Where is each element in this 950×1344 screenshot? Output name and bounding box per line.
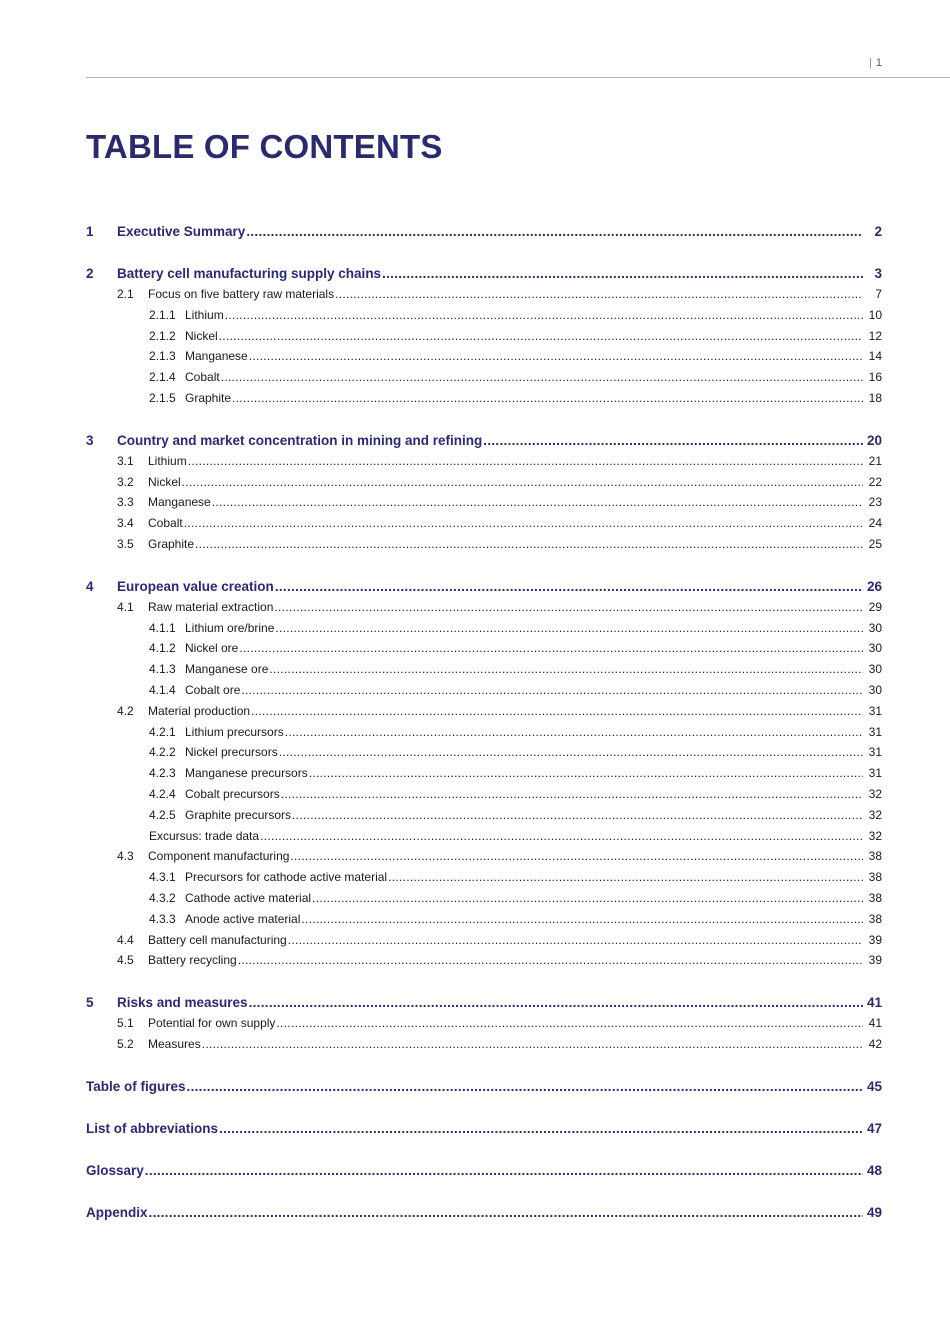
toc-entry-label[interactable]: Nickel ore — [185, 641, 239, 656]
toc-entry-label[interactable]: Table of figures — [86, 1078, 186, 1094]
toc-dot-leader — [249, 349, 863, 363]
toc-entry-number: 5 — [86, 995, 94, 1011]
toc-dot-leader — [184, 516, 863, 530]
toc-dot-leader — [276, 1016, 863, 1030]
toc-entry[interactable] — [86, 287, 882, 308]
toc-entry-page: 30 — [868, 662, 882, 677]
toc-dot-leader — [281, 787, 863, 801]
toc-entry-number: 4.1.2 — [149, 641, 176, 656]
toc-entry-page: 32 — [868, 786, 882, 801]
toc-entry-page: 30 — [868, 682, 882, 697]
toc-entry-label[interactable]: Executive Summary — [117, 224, 246, 239]
toc-dot-leader — [312, 891, 863, 905]
toc-entry-page: 49 — [866, 1204, 882, 1220]
toc-entry-label[interactable]: Component manufacturing — [148, 849, 290, 864]
toc-entry[interactable] — [86, 870, 882, 891]
toc-entry[interactable] — [86, 995, 882, 1016]
toc-entry-number: 4.1.4 — [149, 682, 176, 697]
toc-entry-page: 20 — [866, 432, 882, 448]
toc-dot-leader — [285, 725, 863, 739]
toc-dot-leader — [274, 600, 863, 614]
toc-entry[interactable] — [86, 391, 882, 412]
toc-entry-number: 2.1.3 — [149, 349, 176, 364]
toc-entry-label[interactable]: Manganese precursors — [185, 766, 308, 781]
toc-entry[interactable] — [86, 1205, 882, 1226]
toc-dot-leader — [388, 870, 863, 884]
toc-dot-leader — [219, 329, 863, 343]
page-number-value: 1 — [875, 57, 882, 69]
toc-dot-leader — [212, 495, 863, 509]
toc-entry-number: 4.1 — [117, 599, 134, 614]
toc-entry-label[interactable]: Precursors for cathode active material — [185, 870, 388, 885]
toc-entry-label[interactable]: Focus on five battery raw materials — [148, 287, 335, 301]
toc-entry-number: 4.3 — [117, 849, 134, 864]
toc-entry-label[interactable]: Cathode active material — [185, 890, 312, 905]
toc-entry-page: 16 — [868, 370, 882, 385]
toc-entry[interactable] — [86, 725, 882, 746]
toc-dot-leader — [219, 1121, 863, 1136]
toc-entry-number: 2 — [86, 266, 94, 281]
toc-entry[interactable] — [86, 662, 882, 683]
toc-dot-leader — [292, 808, 863, 822]
toc-dot-leader — [260, 829, 863, 843]
toc-dot-leader — [195, 537, 863, 551]
toc-entry[interactable] — [86, 621, 882, 642]
toc-entry-page: 21 — [868, 453, 882, 468]
toc-entry-number: 2.1.4 — [149, 370, 176, 385]
toc-entry-number: 3.3 — [117, 495, 134, 510]
toc-entry[interactable] — [86, 912, 882, 933]
toc-entry-label[interactable]: Risks and measures — [117, 995, 248, 1011]
toc-dot-leader — [249, 995, 863, 1010]
toc-entry-page: 31 — [868, 724, 882, 739]
toc-dot-leader — [187, 1079, 863, 1094]
toc-dot-leader — [483, 433, 863, 448]
toc-entry-page: 39 — [868, 953, 882, 968]
toc-entry[interactable] — [86, 454, 882, 475]
toc-entry-page: 12 — [868, 328, 882, 343]
header-divider — [86, 77, 950, 78]
toc-entry-page: 41 — [868, 1016, 882, 1031]
toc-dot-leader — [232, 391, 863, 405]
toc-dot-leader — [382, 266, 863, 281]
toc-entry-number: 1 — [86, 224, 94, 239]
toc-entry-number: 4.1.3 — [149, 662, 176, 677]
toc-entry-label[interactable]: Cobalt — [185, 370, 220, 385]
toc-dot-leader — [275, 621, 863, 635]
toc-entry-label[interactable]: Battery cell manufacturing — [148, 932, 287, 947]
toc-entry-page: 47 — [866, 1120, 882, 1136]
toc-entry-number: 4.4 — [117, 932, 134, 947]
toc-entry[interactable] — [86, 224, 882, 245]
toc-entry-label[interactable]: Nickel — [185, 328, 218, 343]
toc-entry-page: 41 — [866, 995, 882, 1011]
toc-entry-label[interactable]: Nickel precursors — [185, 745, 278, 760]
toc-dot-leader — [275, 579, 863, 594]
toc-dot-leader — [288, 933, 863, 947]
toc-entry[interactable] — [86, 849, 882, 870]
toc-entry-number: 3.4 — [117, 516, 134, 531]
toc-entry-label[interactable]: Graphite precursors — [185, 807, 292, 822]
toc-entry-label[interactable]: Lithium ore/brine — [185, 620, 275, 635]
toc-entry[interactable] — [86, 1037, 882, 1058]
toc-dot-leader — [335, 287, 863, 301]
toc-entry-label[interactable]: Battery recycling — [148, 953, 237, 968]
toc-entry-number: 5.2 — [117, 1036, 134, 1051]
toc-entry-number: 3 — [86, 432, 94, 448]
toc-entry-page: 48 — [866, 1162, 882, 1178]
toc-entry[interactable] — [86, 808, 882, 829]
toc-dot-leader — [290, 849, 863, 863]
toc-entry-label[interactable]: Battery cell manufacturing supply chains — [117, 266, 382, 281]
toc-entry[interactable] — [86, 370, 882, 391]
toc-entry-page: 32 — [868, 807, 882, 822]
toc-dot-leader — [309, 766, 863, 780]
table-of-contents — [86, 224, 882, 1226]
toc-entry[interactable] — [86, 266, 882, 287]
toc-entry-page: 32 — [868, 828, 882, 843]
toc-entry-label[interactable]: List of abbreviations — [86, 1120, 219, 1136]
toc-entry-number: 3.1 — [117, 453, 134, 468]
toc-entry-number: 4.5 — [117, 953, 134, 968]
toc-entry-page: 38 — [868, 849, 882, 864]
toc-dot-leader — [301, 912, 863, 926]
toc-dot-leader — [279, 745, 863, 759]
toc-entry[interactable] — [86, 683, 882, 704]
toc-entry-number: 4.2.4 — [149, 786, 176, 801]
toc-entry-page: 3 — [874, 266, 882, 281]
toc-entry-label[interactable]: Manganese — [148, 495, 211, 510]
toc-entry-label[interactable]: Manganese ore — [185, 662, 269, 677]
toc-entry-number: 4.2 — [117, 703, 134, 718]
toc-entry-number: 4 — [86, 578, 94, 594]
toc-entry-page: 31 — [868, 766, 882, 781]
toc-entry-label[interactable]: Nickel — [148, 474, 181, 489]
toc-entry-label[interactable]: Graphite — [185, 390, 232, 405]
toc-entry-label[interactable]: Anode active material — [185, 911, 301, 926]
toc-entry-page: 25 — [868, 536, 882, 551]
toc-entry[interactable] — [86, 579, 882, 600]
toc-entry-number: 4.3.2 — [149, 890, 176, 905]
toc-dot-leader — [225, 308, 863, 322]
toc-entry-number: 2.1.2 — [149, 328, 176, 343]
toc-entry-number: 3.2 — [117, 474, 134, 489]
toc-entry-number: 2.1.1 — [149, 307, 176, 322]
toc-entry[interactable] — [86, 329, 882, 350]
toc-entry-label[interactable]: Lithium precursors — [185, 724, 284, 739]
toc-entry-label[interactable]: Cobalt — [148, 516, 183, 531]
toc-entry[interactable] — [86, 433, 882, 454]
toc-entry-page: 7 — [875, 287, 882, 301]
toc-entry-label[interactable]: Lithium — [148, 453, 187, 468]
toc-dot-leader — [202, 1037, 863, 1051]
toc-entry-label[interactable]: Potential for own supply — [148, 1016, 276, 1031]
toc-entry-label[interactable]: Graphite — [148, 536, 195, 551]
toc-dot-leader — [239, 641, 863, 655]
toc-entry-number: 4.2.3 — [149, 766, 176, 781]
toc-entry-number: 4.3.1 — [149, 870, 176, 885]
toc-entry-label[interactable]: Measures — [148, 1036, 201, 1051]
toc-entry-number: 2.1 — [117, 287, 134, 301]
toc-entry-page: 31 — [868, 703, 882, 718]
toc-dot-leader — [221, 370, 863, 384]
toc-entry-label[interactable]: Cobalt precursors — [185, 786, 280, 801]
toc-dot-leader — [241, 683, 863, 697]
toc-dot-leader — [269, 662, 863, 676]
toc-entry-page: 30 — [868, 641, 882, 656]
toc-dot-leader — [188, 454, 863, 468]
toc-entry-number: 4.2.2 — [149, 745, 176, 760]
toc-entry[interactable] — [86, 308, 882, 329]
toc-dot-leader — [145, 1163, 863, 1178]
toc-entry[interactable] — [86, 1121, 882, 1142]
toc-entry[interactable] — [86, 766, 882, 787]
toc-entry-number: 3.5 — [117, 536, 134, 551]
toc-entry-label[interactable]: Excursus: trade data — [149, 828, 260, 843]
toc-entry-page: 2 — [874, 224, 882, 239]
toc-entry-number: 4.3.3 — [149, 911, 176, 926]
toc-entry[interactable] — [86, 891, 882, 912]
toc-entry-page: 14 — [868, 349, 882, 364]
toc-entry-page: 18 — [868, 390, 882, 405]
toc-entry-page: 22 — [868, 474, 882, 489]
toc-dot-leader — [251, 704, 863, 718]
toc-entry-number: 4.2.5 — [149, 807, 176, 822]
toc-entry[interactable] — [86, 1163, 882, 1184]
toc-entry-number: 2.1.5 — [149, 390, 176, 405]
toc-entry-label[interactable]: Cobalt ore — [185, 682, 241, 697]
toc-entry-label[interactable]: Glossary — [86, 1162, 144, 1178]
toc-entry-label[interactable]: Raw material extraction — [148, 599, 274, 614]
toc-entry-page: 45 — [866, 1078, 882, 1094]
toc-entry-label[interactable]: Country and market concentration in mining and refining — [117, 432, 483, 448]
toc-entry-page: 23 — [868, 495, 882, 510]
page-marker: | — [869, 57, 872, 69]
toc-entry-number: 4.1.1 — [149, 620, 176, 635]
toc-entry-page: 30 — [868, 620, 882, 635]
toc-entry[interactable] — [86, 495, 882, 516]
toc-entry[interactable] — [86, 349, 882, 370]
toc-entry-number: 5.1 — [117, 1016, 134, 1031]
page-number — [869, 57, 882, 69]
toc-dot-leader — [182, 475, 863, 489]
toc-entry-page: 39 — [868, 932, 882, 947]
toc-entry[interactable] — [86, 704, 882, 725]
toc-entry[interactable] — [86, 600, 882, 621]
toc-entry[interactable] — [86, 537, 882, 558]
toc-entry-page: 42 — [868, 1036, 882, 1051]
toc-entry[interactable] — [86, 475, 882, 496]
toc-dot-leader — [246, 224, 863, 239]
toc-entry-label[interactable]: Manganese — [185, 349, 248, 364]
toc-entry-page: 38 — [868, 890, 882, 905]
toc-dot-leader — [238, 953, 863, 967]
toc-entry-label[interactable]: Material production — [148, 703, 251, 718]
toc-entry[interactable] — [86, 933, 882, 954]
toc-entry[interactable] — [86, 829, 882, 850]
toc-entry-page: 29 — [868, 599, 882, 614]
toc-entry-page: 26 — [866, 578, 882, 594]
toc-entry[interactable] — [86, 787, 882, 808]
toc-entry-page: 31 — [868, 745, 882, 760]
toc-entry-page: 10 — [868, 307, 882, 322]
toc-entry[interactable] — [86, 745, 882, 766]
toc-entry-label[interactable]: Lithium — [185, 307, 224, 322]
toc-entry[interactable] — [86, 953, 882, 974]
toc-entry-page: 38 — [868, 870, 882, 885]
toc-entry-label[interactable]: Appendix — [86, 1204, 148, 1220]
toc-entry[interactable] — [86, 516, 882, 537]
toc-dot-leader — [149, 1205, 863, 1220]
toc-entry-number: 4.2.1 — [149, 724, 176, 739]
toc-entry-label[interactable]: European value creation — [117, 578, 274, 594]
toc-entry[interactable] — [86, 641, 882, 662]
toc-entry-page: 38 — [868, 911, 882, 926]
toc-entry-page: 24 — [868, 516, 882, 531]
toc-entry[interactable] — [86, 1016, 882, 1037]
toc-entry[interactable] — [86, 1079, 882, 1100]
page-title: TABLE OF CONTENTS — [86, 128, 443, 165]
